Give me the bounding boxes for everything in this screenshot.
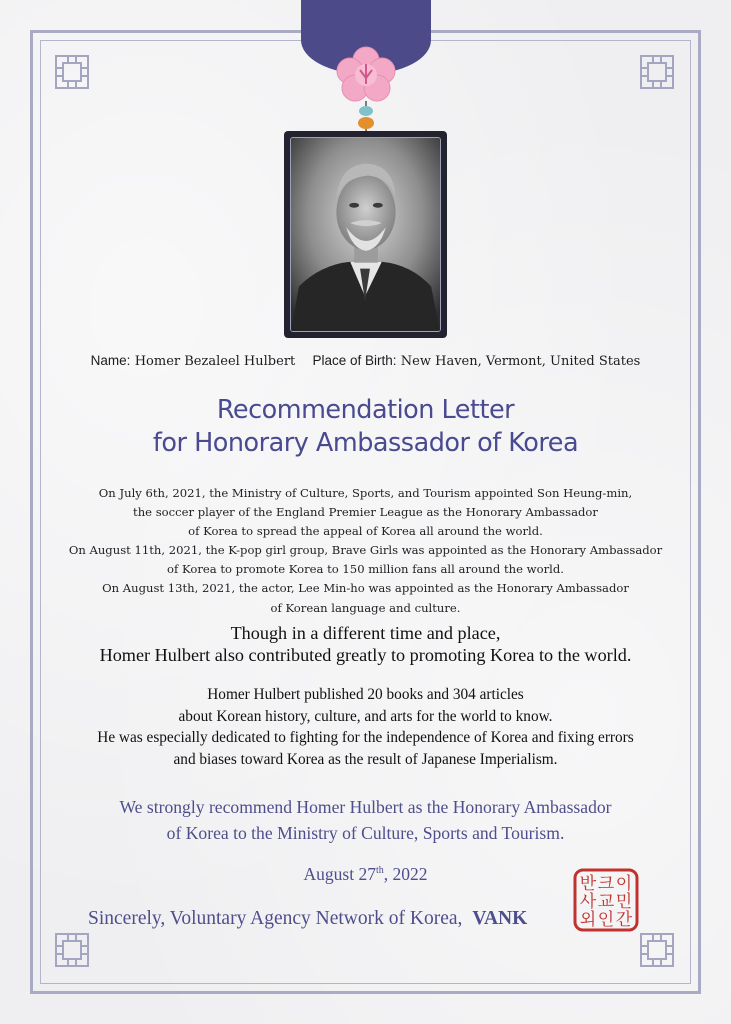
red-seal-stamp xyxy=(572,867,640,933)
corner-ornament-bottom-right xyxy=(637,930,677,970)
seal-char: 사 xyxy=(579,892,597,912)
name-value: Homer Bezaleel Hulbert xyxy=(134,354,296,369)
signature xyxy=(88,908,527,930)
highlight-line: Homer Hulbert also contributed greatly to promoting Korea to the world. xyxy=(99,645,632,665)
highlight-paragraph xyxy=(0,622,731,666)
seal-char: 반 xyxy=(579,874,597,894)
body-line: and biases toward Korea as the result of Japanese Imperialism. xyxy=(173,750,558,768)
birth-label: Place of Birth: xyxy=(312,353,397,368)
highlight-line: Though in a different time and place, xyxy=(230,623,501,643)
corner-ornament-top-right xyxy=(637,52,677,92)
recipient-info xyxy=(0,353,731,369)
recommend-line: We strongly recommend Homer Hulbert as the Honorary Ambassador xyxy=(119,797,612,817)
corner-ornament-top-left xyxy=(52,52,92,92)
signature-text: Sincerely, Voluntary Agency Network of Korea, xyxy=(88,908,463,929)
intro-line: of Korea to promote Korea to 150 million fans all around the world. xyxy=(167,562,564,577)
corner-ornament-bottom-left xyxy=(52,930,92,970)
letter-title xyxy=(0,394,731,460)
seal-char: 크 xyxy=(597,874,615,894)
body-line: about Korean history, culture, and arts for the world to know. xyxy=(178,707,553,725)
intro-line: On July 6th, 2021, the Ministry of Culture, Sports, and Tourism appointed Son Heung-min, xyxy=(98,486,633,500)
seal-char: 간 xyxy=(615,910,633,930)
intro-line: of Korean language and culture. xyxy=(270,600,461,615)
date-year: , 2022 xyxy=(383,864,428,884)
recommend-line: of Korea to the Ministry of Culture, Sports and Tourism. xyxy=(166,823,565,843)
flower-ornament-icon xyxy=(322,44,410,134)
title-line-1: Recommendation Letter xyxy=(216,395,515,425)
intro-paragraph xyxy=(0,484,731,618)
portrait-photo xyxy=(290,137,441,332)
name-label: Name: xyxy=(90,353,131,368)
recommendation-paragraph xyxy=(0,794,731,846)
seal-char: 이 xyxy=(615,874,633,894)
seal-char: 교 xyxy=(597,892,615,912)
intro-line: On August 13th, 2021, the actor, Lee Min-ho was appointed as the Honorary Ambassador xyxy=(102,581,629,596)
seal-char: 인 xyxy=(597,910,615,930)
signature-org: VANK xyxy=(472,908,528,929)
seal-char: 외 xyxy=(579,910,597,930)
title-line-2: for Honorary Ambassador of Korea xyxy=(152,428,579,458)
intro-line: On August 11th, 2021, the K-pop girl group, Brave Girls was appointed as the Honorary Ambassador xyxy=(68,543,663,558)
birth-value: New Haven, Vermont, United States xyxy=(400,354,641,369)
seal-char: 민 xyxy=(615,892,633,912)
body-line: Homer Hulbert published 20 books and 304 articles xyxy=(207,686,524,703)
body-paragraph xyxy=(0,684,731,770)
intro-line: the soccer player of the England Premier League as the Honorary Ambassador xyxy=(133,505,598,520)
date-main: August 27 xyxy=(303,864,376,884)
intro-line: of Korea to spread the appeal of Korea all around the world. xyxy=(188,524,543,539)
body-line: He was especially dedicated to fighting for the independence of Korea and fixing errors xyxy=(97,729,634,746)
date-suffix: th xyxy=(375,865,384,877)
